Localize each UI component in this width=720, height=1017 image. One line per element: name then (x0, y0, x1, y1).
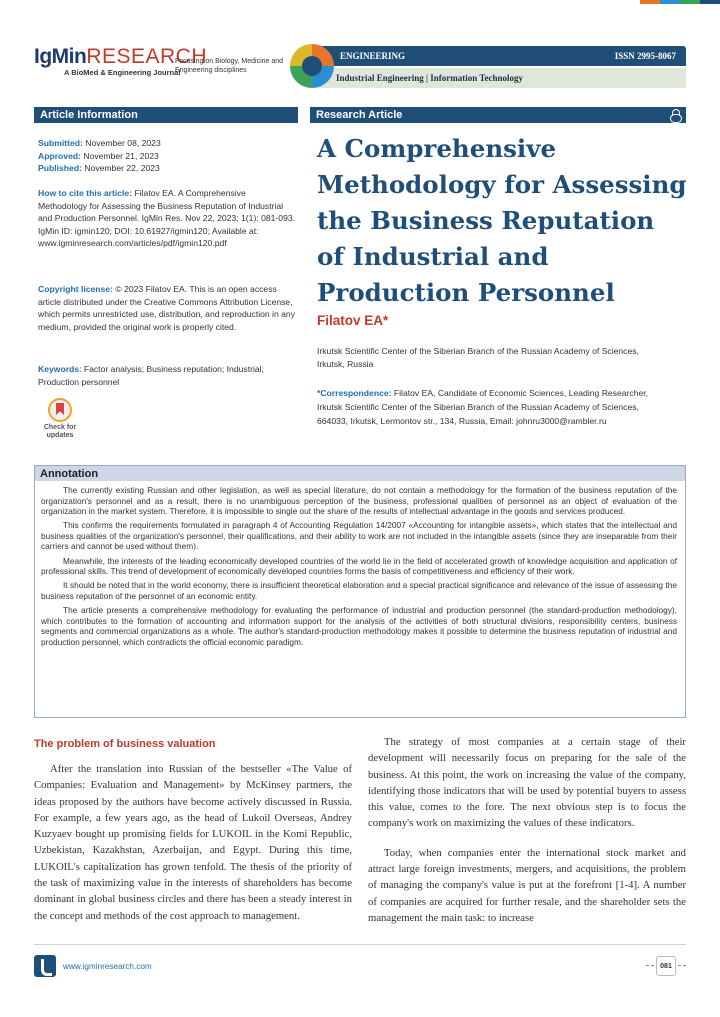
correspondence-block: *Correspondence: Filatov EA, Candidate of Economic Sciences, Leading Researcher, Irkutsk Scientific Center of the Siberian Branch of the Russian Academy of Sciences, 664033, Irkutsk, Lermontov str., 134, Russia, Email: johnru3000@rambler.ru (317, 388, 649, 426)
annotation-paragraph: Meanwhile, the interests of the leading economically developed countries of the world lie in the field of accelerated growth of knowledge acquisition and application of professional skills. This trend of development of economically developed countries forms the basis of competitiveness and efficiency of their work. (41, 555, 677, 577)
check-for-updates-label: Check for updates (43, 424, 77, 439)
subjects-banner (316, 68, 686, 88)
keywords-block: Keywords: Factor analysis; Business reputation; Industrial; Production personnel (38, 364, 264, 387)
annotation-paragraph: The article presents a comprehensive methodology for evaluating the performance of industrial and production personnel (the standard-production methodology), which contributes to the formation of accounting and information support for the analysis of the activities of both structural divisions, responsibility centers, business segments and commercial organizations as a whole. The author's standard-production methodology makes it possible to determine the business reputation of industrial and production personnel, which contradicts the official economic paradigm. (41, 604, 677, 647)
copyright-block: Copyright license: © 2023 Filatov EA. This is an open access article distributed under the Creative Commons Attribution License, which permits unrestricted use, distribution, and reproduction in any medium, provided the original work is properly cited. (38, 284, 295, 332)
color-stripe (640, 0, 660, 4)
journal-mark-icon (34, 955, 56, 977)
copyright-text: © 2023 Filatov EA. This is an open access article distributed under the Creative Commons Attribution License, which permits unrestricted use, distribution, and reproduction in any medium, provided the original work is properly cited. (38, 284, 295, 332)
page-number-box (646, 956, 686, 976)
discipline-wheel-icon (290, 44, 334, 88)
author-affiliation: Irkutsk Scientific Center of the Siberian Branch of the Russian Academy of Sciences, Irkutsk, Russia (317, 346, 639, 369)
color-stripe (660, 0, 680, 4)
open-access-icon (670, 109, 680, 121)
bookmark-icon (48, 398, 72, 422)
color-stripe (700, 0, 720, 4)
citation-text: Filatov EA. A Comprehensive Methodology for Assessing the Business Reputation of Industrial and Production Personnel. IgMin Res. Nov 22, 2023; 1(1): 081-093. IgMin ID: igmin120; DOI: 10.61927/igmin120; Available at: www.igminresearch.com/articles/pdf/igmin120.pdf (38, 188, 296, 248)
body-paragraph: Today, when companies enter the international stock market and attract large foreign investments, mergers, and acquisitions, the problem of managing the company's value is put at the forefront [1-4]. A number of companies are acquired for further resale, and the shareholder sets the management the main task: to increase (368, 846, 686, 924)
body-paragraph: The strategy of most companies at a certain stage of their development will necessarily focus on preparing for the sale of the business. At this point, the work on increasing the value of the company, identifying those indicators that will be used by potential buyers to assess this value, comes to the fore. The next obvious step is to focus the company's work on maximizing the values of these indicators. (368, 736, 686, 830)
correspondence-text: Filatov EA, Candidate of Economic Sciences, Leading Researcher, Irkutsk Scientific Center of the Siberian Branch of the Russian Academy of Sciences, 664033, Irkutsk, Lermontov str., 134, Russia, Email: johnru3000@rambler.ru (317, 388, 649, 426)
logo-wordmark: IgMinRESEARCH (34, 45, 208, 68)
page-number: 081 (656, 956, 676, 976)
top-color-bar (640, 0, 720, 4)
published-date: November 22, 2023 (84, 163, 160, 173)
journal-tagline: Focusing on Biology, Medicine and Engineering disciplines (175, 58, 284, 74)
citation-block: How to cite this article: Filatov EA. A Comprehensive Methodology for Assessing the Business Reputation of Industrial and Production Personnel. IgMin Res. Nov 22, 2023; 1(1): 081-093. IgMin ID: igmin120; DOI: 10.61927/igmin120; Available at: www.igminresearch.com/articles/pdf/igmin120.pdf (38, 188, 296, 248)
annotation-heading: Annotation (35, 466, 685, 481)
submitted-date: November 08, 2023 (85, 138, 161, 148)
section-banner (316, 46, 686, 66)
article-information-header: Article Information (34, 107, 298, 123)
annotation-paragraph: The currently existing Russian and other legislation, as well as special literature, do not contain a methodology for the formation of the business reputation of the organization's personnel and as a result, there is no unambiguous perception of the business, professional qualities of personnel as an object of evaluation of the organization in the market system. Therefore, it is impossible to single out the share of the results of intellectual advantage in the goods and services produced. (41, 485, 677, 517)
keywords-text: : Factor analysis; Business reputation; Industrial; Production personnel (38, 364, 264, 387)
body-column-right (368, 734, 686, 926)
journal-logo[interactable] (34, 45, 208, 82)
logo-subtitle: A BioMed & Engineering Journal (64, 68, 181, 77)
issn-label: ISSN 2995-8067 (614, 51, 676, 61)
annotation-paragraph: This confirms the requirements formulated in paragraph 4 of Accounting Regulation 14/2007 «Accounting for intangible assets», which states that the intellectual and business qualities of the organization's personnel, their qualifications, and their ability to work are not included in the intangible assets (since they are inseparable from their carriers and cannot be used without them). (41, 520, 677, 552)
section-heading: The problem of business valuation (34, 738, 216, 750)
research-article-header: Research Article (310, 107, 686, 123)
body-paragraph: After the translation into Russian of the bestseller «The Value of Companies: Evaluation and Management» by McKinsey partners, the ideas proposed by the authors have become actively discussed in Russia. For example, a few years ago, as the head of Lukoil Overseas, Andrey Kuzyaev bought up promising fields for LUKOIL in the Komi Republic, Uzbekistan, Kazakhstan, Azerbaijan, and Egypt. During this time, LUKOIL's capitalization has grown tenfold. The thesis of the priority of the task of maximizing value in the interests of shareholders has become dominant in global business circles and there has been a steady interest in the concept and methods of the cost approach to management. (34, 763, 352, 922)
annotation-body (35, 481, 685, 647)
color-stripe (680, 0, 700, 4)
body-column-left (34, 761, 352, 924)
article-title: A Comprehensive Methodology for Assessing the Business Reputation of Industrial and Production Personnel (317, 134, 687, 307)
check-for-updates-button[interactable] (38, 398, 82, 440)
annotation-paragraph: It should be noted that in the world economy, there is insufficient theoretical elaboration and a special practical significance and relevance of the issue of assessing the business reputation of the personnel of an economic entity. (41, 580, 677, 601)
author-name: Filatov EA* (317, 313, 389, 328)
approved-date: November 21, 2023 (83, 150, 159, 161)
footer-website-link[interactable]: www.igminresearch.com (63, 962, 152, 971)
article-dates: Submitted: November 08, 2023 Approved: November 21, 2023 Published: November 22, 2023 (38, 138, 161, 173)
annotation-box (34, 465, 686, 718)
section-label: ENGINEERING (340, 51, 406, 61)
footer-divider (34, 944, 686, 945)
subjects-label: Industrial Engineering | Information Technology (336, 73, 524, 83)
